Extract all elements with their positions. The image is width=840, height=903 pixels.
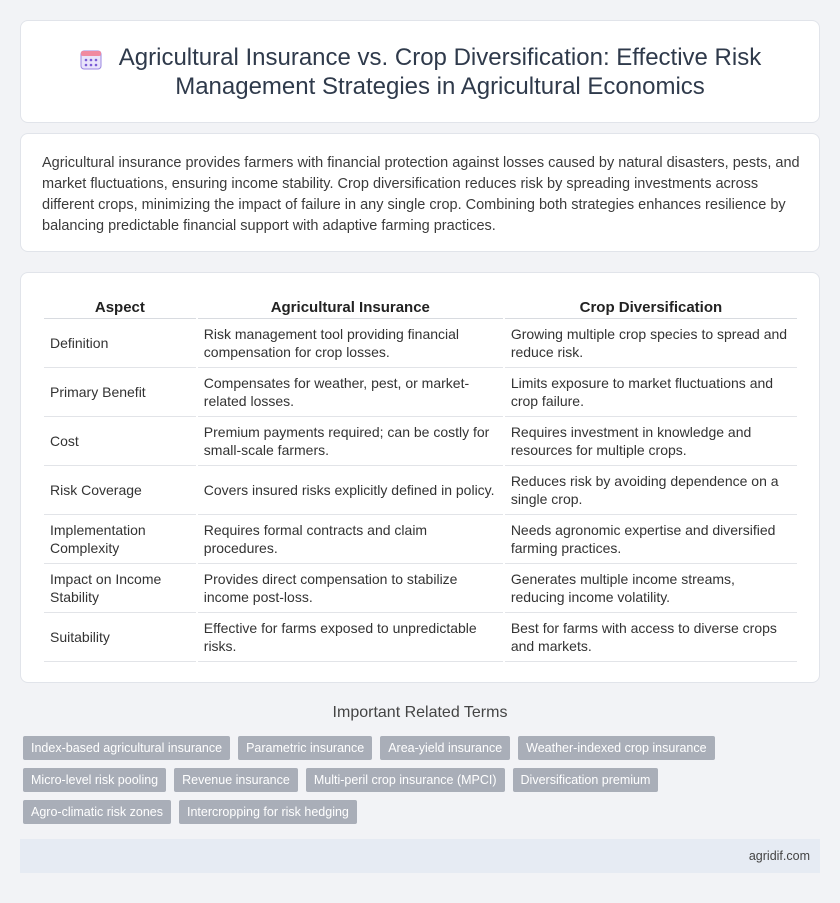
related-term-tag[interactable]: Multi-peril crop insurance (MPCI)	[306, 768, 505, 792]
insurance-cell: Effective for farms exposed to unpredictable risks.	[198, 613, 503, 662]
footer-bar	[20, 839, 820, 873]
diversification-cell: Needs agronomic expertise and diversified farming practices.	[505, 515, 797, 564]
table-row	[44, 368, 797, 417]
insurance-cell: Risk management tool providing financial compensation for crop losses.	[198, 319, 503, 368]
related-term-tag[interactable]: Agro-climatic risk zones	[23, 800, 171, 824]
insurance-cell: Premium payments required; can be costly for small-scale farmers.	[198, 417, 503, 466]
table-row	[44, 564, 797, 613]
aspect-cell: Suitability	[44, 613, 196, 662]
column-header-aspect: Aspect	[44, 297, 196, 319]
insurance-cell: Covers insured risks explicitly defined in policy.	[198, 466, 503, 515]
diversification-cell: Best for farms with access to diverse crops and markets.	[505, 613, 797, 662]
related-term-tag[interactable]: Diversification premium	[513, 768, 659, 792]
diversification-cell: Growing multiple crop species to spread and reduce risk.	[505, 319, 797, 368]
diversification-cell: Generates multiple income streams, reducing income volatility.	[505, 564, 797, 613]
related-terms-list	[23, 736, 803, 824]
related-term-tag[interactable]: Area-yield insurance	[380, 736, 510, 760]
related-term-tag[interactable]: Weather-indexed crop insurance	[518, 736, 714, 760]
footer-site-link[interactable]: agridif.com	[748, 849, 810, 863]
aspect-cell: Impact on Income Stability	[44, 564, 196, 613]
related-term-tag[interactable]: Micro-level risk pooling	[23, 768, 166, 792]
table-row	[44, 319, 797, 368]
table-header-row	[44, 297, 797, 319]
aspect-cell: Risk Coverage	[44, 466, 196, 515]
intro-paragraph: Agricultural insurance provides farmers with financial protection against losses caused by natural disasters, pests, and market fluctuations, ensuring income stability. Crop diversification reduces risk by spreading investments across different crops, minimizing the impact of failure in any single crop. Combining both strategies enhances resilience by balancing predictable financial support with adaptive farming practices.	[42, 155, 800, 234]
insurance-cell: Requires formal contracts and claim procedures.	[198, 515, 503, 564]
comparison-table	[42, 297, 799, 662]
related-term-tag[interactable]: Revenue insurance	[174, 768, 298, 792]
intro-card	[20, 133, 820, 252]
related-term-tag[interactable]: Parametric insurance	[238, 736, 372, 760]
header-card	[20, 20, 820, 123]
table-row	[44, 613, 797, 662]
table-row	[44, 417, 797, 466]
insurance-cell: Compensates for weather, pest, or market-related losses.	[198, 368, 503, 417]
column-header-diversification: Crop Diversification	[505, 297, 797, 319]
aspect-cell: Implementation Complexity	[44, 515, 196, 564]
column-header-insurance: Agricultural Insurance	[198, 297, 503, 319]
aspect-cell: Definition	[44, 319, 196, 368]
aspect-cell: Cost	[44, 417, 196, 466]
insurance-cell: Provides direct compensation to stabilize income post-loss.	[198, 564, 503, 613]
related-term-tag[interactable]: Intercropping for risk hedging	[179, 800, 357, 824]
table-row	[44, 466, 797, 515]
page-title: Agricultural Insurance vs. Crop Diversification: Effective Risk Management Strategies in Agricultural Economics	[118, 43, 762, 100]
diversification-cell: Requires investment in knowledge and resources for multiple crops.	[505, 417, 797, 466]
diversification-cell: Reduces risk by avoiding dependence on a single crop.	[505, 466, 797, 515]
related-terms-title: Important Related Terms	[332, 704, 508, 721]
related-term-tag[interactable]: Index-based agricultural insurance	[23, 736, 230, 760]
diversification-cell: Limits exposure to market fluctuations and crop failure.	[505, 368, 797, 417]
aspect-cell: Primary Benefit	[44, 368, 196, 417]
comparison-card	[20, 272, 820, 683]
table-row	[44, 515, 797, 564]
